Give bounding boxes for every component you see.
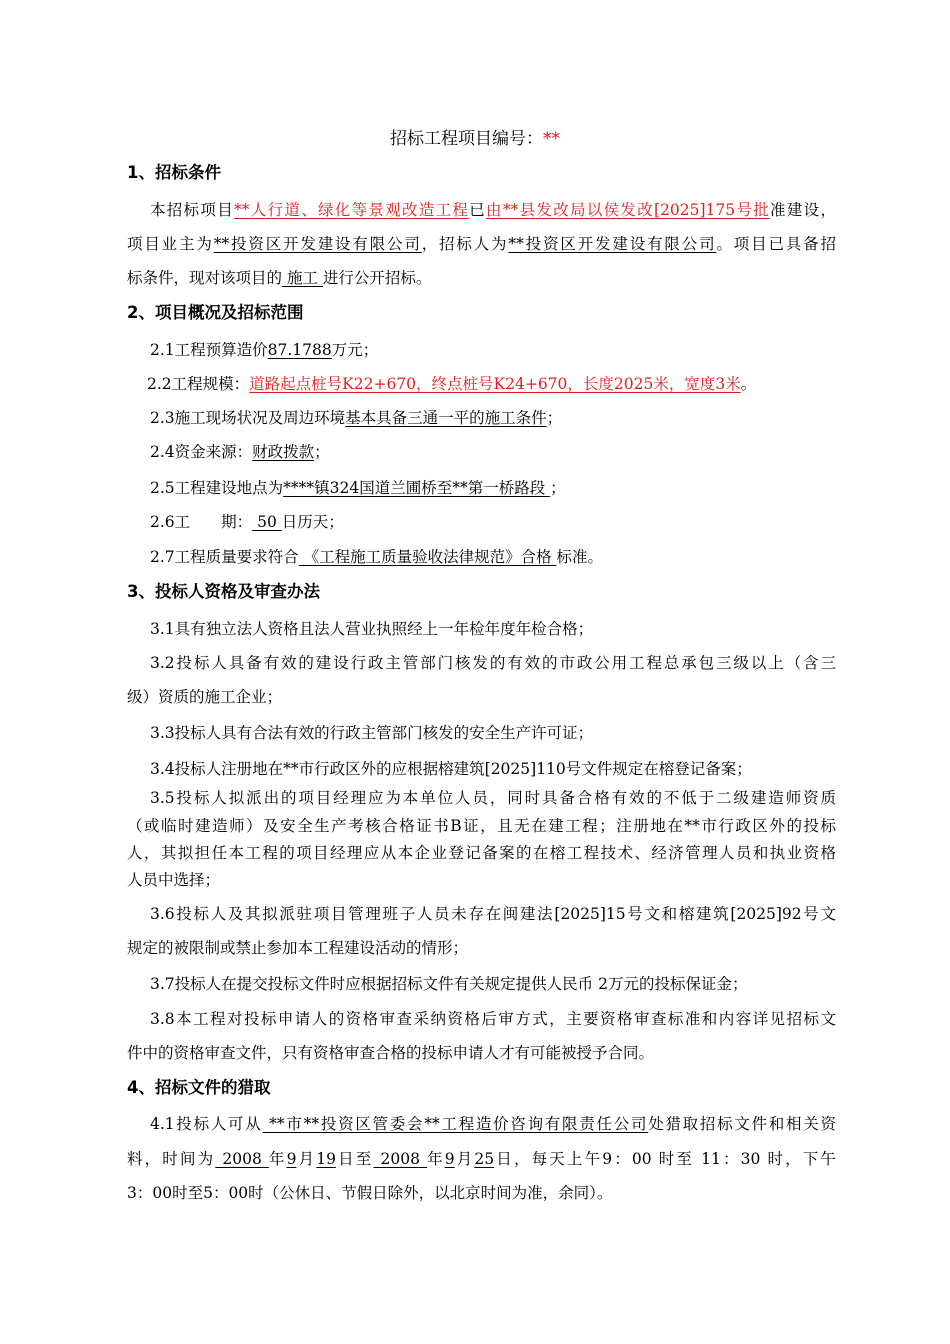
- text: 2.2工程规模：: [147, 375, 250, 393]
- s3-item-5-line-4: 人员中选择；: [127, 871, 221, 889]
- section-2-heading: 2、项目概况及招标范围: [127, 303, 304, 322]
- text: 日历天；: [281, 513, 344, 531]
- text: ；: [314, 443, 330, 461]
- site-condition: 基本具备三通一平的施工条件: [345, 409, 547, 427]
- section-3-heading: 3、投标人资格及审查办法: [127, 582, 320, 601]
- approval-ref: 由**县发改局以侯发改[2025]175号批: [486, 201, 771, 219]
- s2-item-4: [150, 441, 330, 463]
- s3-item-8-line-2: 件中的资格审查文件，只有资格审查合格的投标申请人才有可能被授予合同。: [127, 1044, 655, 1062]
- s3-item-7: 3.7投标人在提交投标文件时应根据招标文件有关规定提供人民币 2万元的投标保证金；: [150, 975, 748, 993]
- text: ；: [550, 479, 566, 497]
- text: 2.3施工现场状况及周边环境: [150, 409, 346, 427]
- text: 项目业主为: [127, 235, 214, 253]
- s2-item-6: [150, 511, 344, 533]
- text: 进行公开招标。: [322, 269, 432, 287]
- s2-item-7: [150, 546, 603, 568]
- text: 日至: [335, 1150, 374, 1168]
- quality-standard: 《工程施工质量验收法律规范》合格: [298, 548, 557, 566]
- s3-item-6-line-1: 3.6投标人及其拟派驻项目管理班子人员未存在闽建法[2025]15号文和榕建筑[2025]92号文: [150, 905, 836, 923]
- s2-item-3: [150, 407, 562, 429]
- text: ，招标人为: [421, 235, 509, 253]
- text: 准建设，: [770, 201, 836, 219]
- page-title: [0, 128, 950, 150]
- s2-item-5: [150, 477, 566, 499]
- text: 月: [454, 1150, 475, 1168]
- section-4-heading: 4、招标文件的猎取: [127, 1078, 271, 1097]
- s4-line-3: 3：00时至5：00时（公休日、节假日除外，以北京时间为准，余同）。: [127, 1184, 613, 1202]
- s3-item-5-line-1: 3.5投标人拟派出的项目经理应为本单位人员，同时具备合格有效的不低于二级建造师资质: [150, 789, 836, 807]
- fund-source: 财政拨款: [252, 443, 315, 461]
- text: 2.5工程建设地点为: [150, 479, 284, 497]
- text: 。: [740, 375, 757, 393]
- project-scale: 道路起点桩号K22+670，终点桩号K24+670，长度2025米，宽度3米: [249, 375, 741, 393]
- text: 2.4资金来源：: [150, 443, 253, 461]
- text: 2.1工程预算造价: [150, 341, 268, 359]
- text: ；: [546, 409, 563, 427]
- start-year: 2008: [215, 1150, 269, 1168]
- start-day: 19: [316, 1150, 336, 1168]
- project-code: **: [543, 129, 560, 149]
- end-day: 25: [474, 1150, 495, 1168]
- s2-item-2: [147, 373, 756, 395]
- section-1-heading: 1、招标条件: [127, 163, 221, 182]
- text: 月: [296, 1150, 317, 1168]
- issuing-agency: **市**投资区管委会**工程造价咨询有限责任公司: [262, 1115, 649, 1133]
- tender-scope: 施工: [282, 269, 323, 287]
- s1-line-2: [127, 233, 836, 255]
- s1-line-1: [150, 199, 836, 221]
- end-year: 2008: [373, 1150, 428, 1168]
- text: 标条件，现对该项目的: [127, 269, 283, 287]
- text: 日，每天上午9：00 时至 11：30 时，下午: [494, 1150, 836, 1168]
- s3-item-2-line-2: 级）资质的施工企业；: [127, 688, 283, 706]
- budget-value: 87.1788: [267, 341, 332, 359]
- s3-item-1: 3.1具有独立法人资格且法人营业执照经上一年检年度年检合格；: [150, 620, 594, 638]
- text: 年: [268, 1150, 287, 1168]
- text: 本招标项目: [150, 201, 234, 219]
- duration-days: 50: [252, 513, 282, 531]
- text: 2.7工程质量要求符合: [150, 548, 299, 566]
- end-month: 9: [444, 1150, 455, 1168]
- project-owner: **投资区开发建设有限公司: [213, 235, 422, 253]
- s1-line-3: [127, 267, 431, 289]
- tenderer: **投资区开发建设有限公司: [508, 235, 717, 253]
- text: 已: [469, 201, 487, 219]
- text: 料，时间为: [127, 1150, 216, 1168]
- s3-item-6-line-2: 规定的被限制或禁止参加本工程建设活动的情形；: [127, 939, 469, 957]
- s4-line-1: [150, 1113, 836, 1135]
- text: 。项目已具备招: [716, 235, 836, 253]
- s3-item-5-line-3: 人，其拟担任本工程的项目经理应从本企业登记备案的在榕工程技术、经济管理人员和执业资格: [127, 844, 836, 862]
- text: 万元；: [331, 341, 379, 359]
- site-location: ****镇324国道兰圃桥至**第一桥路段: [283, 479, 551, 497]
- s4-line-2: [127, 1148, 836, 1170]
- text: 2.6工 期：: [150, 513, 253, 531]
- s2-item-1: [150, 339, 378, 361]
- text: 4.1投标人可从: [150, 1115, 263, 1133]
- project-name: **人行道、绿化等景观改造工程: [234, 201, 470, 219]
- s3-item-2-line-1: 3.2投标人具备有效的建设行政主管部门核发的有效的市政公用工程总承包三级以上（含三: [150, 654, 836, 672]
- text: 标准。: [556, 548, 604, 566]
- text: 年: [427, 1150, 445, 1168]
- text: 处猎取招标文件和相关资: [648, 1115, 836, 1133]
- s3-item-5-line-2: （或临时建造师）及安全生产考核合格证书B证，且无在建工程；注册地在**市行政区外的投标: [127, 817, 836, 835]
- s3-item-3: 3.3投标人具有合法有效的行政主管部门核发的安全生产许可证；: [150, 724, 594, 742]
- title-label: 招标工程项目编号：: [390, 129, 543, 149]
- s3-item-4: 3.4投标人注册地在**市行政区外的应根据榕建筑[2025]110号文件规定在榕登记备案；: [150, 760, 752, 778]
- s3-item-8-line-1: 3.8本工程对投标申请人的资格审查采纳资格后审方式，主要资格审查标准和内容详见招标文: [150, 1010, 836, 1028]
- start-month: 9: [286, 1150, 297, 1168]
